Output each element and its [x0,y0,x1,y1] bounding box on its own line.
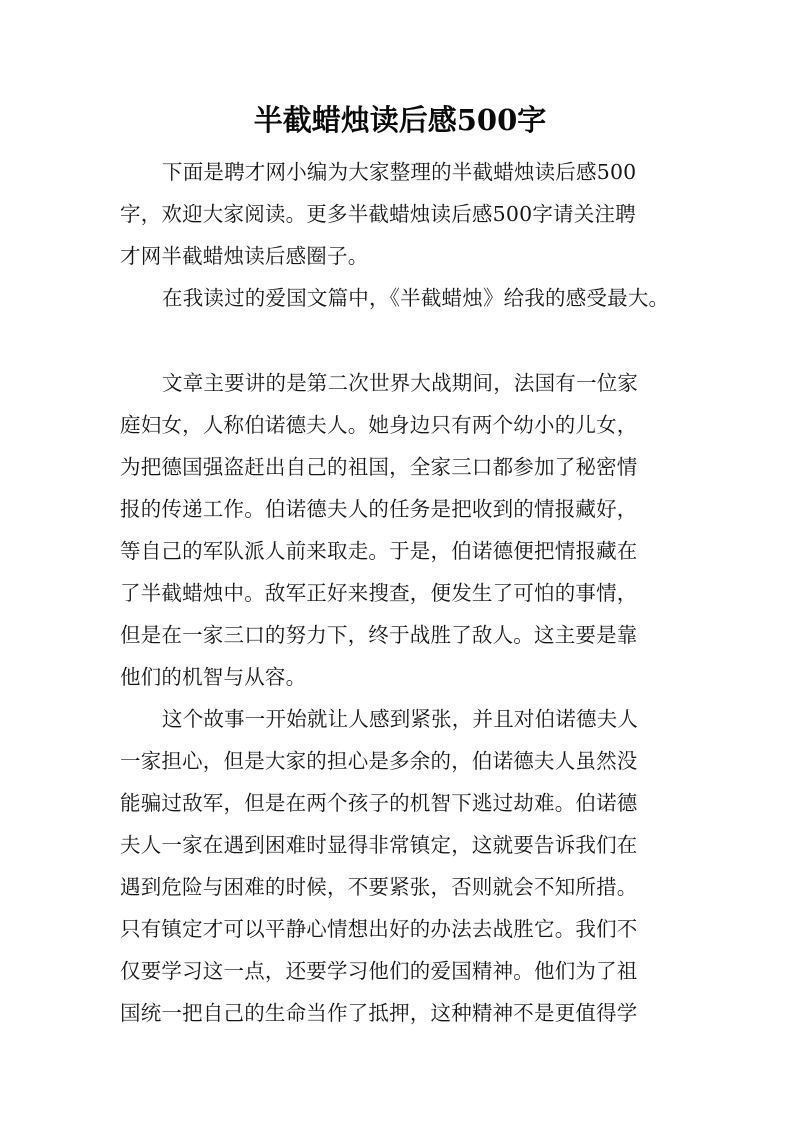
text-line: 字，欢迎大家阅读。更多半截蜡烛读后感500字请关注聘 [120,202,636,226]
text-line: 他们的机智与从容。 [120,665,307,689]
text-line: 夫人一家在遇到困难时显得非常镇定，这就要告诉我们在 [120,833,638,857]
text-line: 这个故事一开始就让人感到紧张，并且对伯诺德夫人 [162,707,639,731]
text-line: 报的传递工作。伯诺德夫人的任务是把收到的情报藏好， [120,497,638,521]
text-line: 能骗过敌军，但是在两个孩子的机智下逃过劫难。伯诺德 [120,791,638,815]
text-line: 一家担心，但是大家的担心是多余的，伯诺德夫人虽然没 [120,749,638,773]
text-line: 了半截蜡烛中。敌军正好来搜查，便发生了可怕的事情， [120,581,638,605]
text-line: 下面是聘才网小编为大家整理的半截蜡烛读后感500 [162,160,637,184]
text-line: 遇到危险与困难的时候，不要紧张，否则就会不知所措。 [120,875,638,899]
text-line: 文章主要讲的是第二次世界大战期间，法国有一位家 [162,371,639,395]
text-line: 国统一把自己的生命当作了抵押，这种精神不是更值得学 [120,1001,638,1025]
text-line: 但是在一家三口的努力下，终于战胜了敌人。这主要是靠 [120,623,638,647]
document-title: 半截蜡烛读后感500字 [253,103,547,137]
text-line: 为把德国强盗赶出自己的祖国，全家三口都参加了秘密情 [120,455,638,479]
text-line: 等自己的军队派人前来取走。于是，伯诺德便把情报藏在 [120,539,638,563]
text-line: 才网半截蜡烛读后感圈子。 [120,244,369,268]
text-line: 在我读过的爱国文篇中，《半截蜡烛》给我的感受最大。 [162,286,670,310]
text-line: 只有镇定才可以平静心情想出好的办法去战胜它。我们不 [120,917,638,941]
text-line: 庭妇女，人称伯诺德夫人。她身边只有两个幼小的儿女， [120,413,638,437]
text-line: 仅要学习这一点，还要学习他们的爱国精神。他们为了祖 [120,959,638,983]
